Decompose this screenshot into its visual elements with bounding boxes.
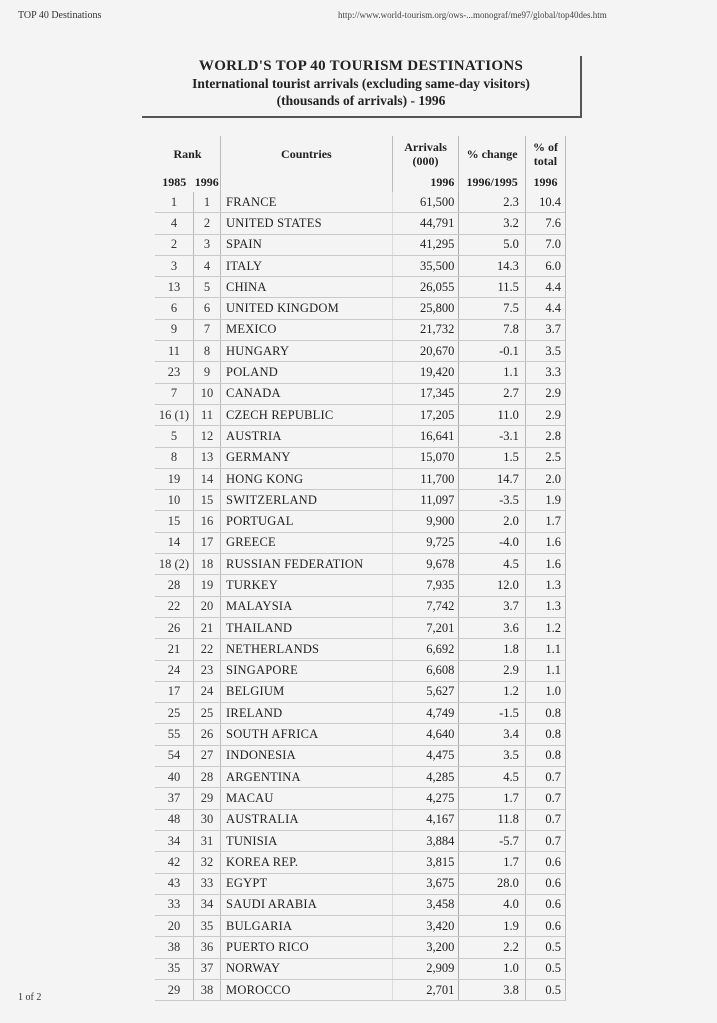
arrivals-cell: 2,909	[392, 958, 459, 979]
change-cell: 1.5	[459, 447, 526, 468]
arrivals-cell: 4,167	[392, 809, 459, 830]
country-cell: POLAND	[221, 362, 393, 383]
arrivals-cell: 61,500	[392, 192, 459, 213]
table-row	[155, 724, 565, 745]
rank-1985-cell: 16 (1)	[155, 404, 194, 425]
arrivals-cell: 7,742	[392, 596, 459, 617]
header-countries: Countries	[221, 136, 393, 172]
table-row	[155, 979, 565, 1000]
country-cell: INDONESIA	[221, 745, 393, 766]
rank-1985-cell: 6	[155, 298, 194, 319]
change-cell: 28.0	[459, 873, 526, 894]
country-cell: ITALY	[221, 255, 393, 276]
rank-1985-cell: 26	[155, 617, 194, 638]
table-row	[155, 404, 565, 425]
rank-1996-cell: 35	[194, 916, 221, 937]
rank-1985-cell: 25	[155, 703, 194, 724]
pct-total-cell: 1.9	[525, 490, 565, 511]
arrivals-cell: 4,640	[392, 724, 459, 745]
destinations-table	[155, 136, 566, 1001]
rank-1996-cell: 8	[194, 341, 221, 362]
country-cell: AUSTRIA	[221, 426, 393, 447]
pct-total-cell: 6.0	[525, 255, 565, 276]
rank-1985-cell: 9	[155, 319, 194, 340]
rank-1985-cell: 43	[155, 873, 194, 894]
rank-1985-cell: 1	[155, 192, 194, 213]
pct-total-cell: 7.6	[525, 213, 565, 234]
change-cell: -3.5	[459, 490, 526, 511]
rank-1985-cell: 55	[155, 724, 194, 745]
document-subtitle: International tourist arrivals (excluding same-day visitors)	[192, 76, 530, 91]
rank-1985-cell: 29	[155, 979, 194, 1000]
table-row	[155, 852, 565, 873]
header-arrivals: Arrivals (000)	[392, 136, 459, 172]
country-cell: UNITED KINGDOM	[221, 298, 393, 319]
rank-1996-cell: 17	[194, 532, 221, 553]
country-cell: MACAU	[221, 788, 393, 809]
rank-1985-cell: 13	[155, 277, 194, 298]
pct-total-cell: 0.7	[525, 830, 565, 851]
arrivals-cell: 4,275	[392, 788, 459, 809]
table-row	[155, 362, 565, 383]
table-row	[155, 383, 565, 404]
table-row	[155, 617, 565, 638]
arrivals-cell: 9,678	[392, 554, 459, 575]
rank-1985-cell: 3	[155, 255, 194, 276]
header-change: % change	[459, 136, 526, 172]
country-cell: AUSTRALIA	[221, 809, 393, 830]
pct-total-cell: 1.7	[525, 511, 565, 532]
rank-1985-cell: 24	[155, 660, 194, 681]
change-cell: -1.5	[459, 703, 526, 724]
table-row	[155, 468, 565, 489]
rank-1996-cell: 7	[194, 319, 221, 340]
pct-total-cell: 0.8	[525, 724, 565, 745]
pct-total-cell: 0.8	[525, 745, 565, 766]
table-row	[155, 937, 565, 958]
change-cell: 4.5	[459, 554, 526, 575]
table-row	[155, 341, 565, 362]
country-cell: PORTUGAL	[221, 511, 393, 532]
arrivals-cell: 9,900	[392, 511, 459, 532]
pct-total-cell: 3.5	[525, 341, 565, 362]
pct-total-cell: 0.6	[525, 916, 565, 937]
arrivals-cell: 11,700	[392, 468, 459, 489]
country-cell: KOREA REP.	[221, 852, 393, 873]
change-cell: 7.8	[459, 319, 526, 340]
title-box	[142, 56, 582, 118]
country-cell: MEXICO	[221, 319, 393, 340]
rank-1985-cell: 34	[155, 830, 194, 851]
change-cell: 1.0	[459, 958, 526, 979]
pct-total-cell: 0.6	[525, 894, 565, 915]
country-cell: TUNISIA	[221, 830, 393, 851]
table-row	[155, 767, 565, 788]
pct-total-cell: 4.4	[525, 298, 565, 319]
arrivals-cell: 9,725	[392, 532, 459, 553]
arrivals-cell: 6,608	[392, 660, 459, 681]
pct-total-cell: 1.1	[525, 639, 565, 660]
arrivals-cell: 41,295	[392, 234, 459, 255]
rank-1996-cell: 37	[194, 958, 221, 979]
rank-1985-cell: 5	[155, 426, 194, 447]
rank-1996-cell: 10	[194, 383, 221, 404]
change-cell: 7.5	[459, 298, 526, 319]
country-cell: PUERTO RICO	[221, 937, 393, 958]
pct-total-cell: 2.5	[525, 447, 565, 468]
arrivals-cell: 35,500	[392, 255, 459, 276]
rank-1985-cell: 40	[155, 767, 194, 788]
change-cell: 12.0	[459, 575, 526, 596]
table-row	[155, 298, 565, 319]
arrivals-cell: 6,692	[392, 639, 459, 660]
change-cell: 2.7	[459, 383, 526, 404]
pct-total-cell: 2.0	[525, 468, 565, 489]
table-row	[155, 234, 565, 255]
arrivals-cell: 20,670	[392, 341, 459, 362]
pct-total-cell: 1.2	[525, 617, 565, 638]
rank-1985-cell: 38	[155, 937, 194, 958]
arrivals-cell: 3,815	[392, 852, 459, 873]
subheader-rank-1985: 1985	[162, 174, 187, 189]
rank-1996-cell: 12	[194, 426, 221, 447]
rank-1996-cell: 20	[194, 596, 221, 617]
pct-total-cell: 0.7	[525, 767, 565, 788]
arrivals-cell: 3,200	[392, 937, 459, 958]
arrivals-cell: 3,458	[392, 894, 459, 915]
pct-total-cell: 0.5	[525, 958, 565, 979]
rank-1985-cell: 10	[155, 490, 194, 511]
rank-1996-cell: 5	[194, 277, 221, 298]
rank-1996-cell: 29	[194, 788, 221, 809]
rank-1985-cell: 28	[155, 575, 194, 596]
change-cell: 2.9	[459, 660, 526, 681]
rank-1996-cell: 22	[194, 639, 221, 660]
country-cell: UNITED STATES	[221, 213, 393, 234]
rank-1985-cell: 15	[155, 511, 194, 532]
rank-1985-cell: 23	[155, 362, 194, 383]
rank-1996-cell: 16	[194, 511, 221, 532]
arrivals-cell: 21,732	[392, 319, 459, 340]
rank-1985-cell: 18 (2)	[155, 554, 194, 575]
country-cell: BELGIUM	[221, 681, 393, 702]
rank-1985-cell: 4	[155, 213, 194, 234]
change-cell: 11.0	[459, 404, 526, 425]
table-row	[155, 745, 565, 766]
change-cell: 4.0	[459, 894, 526, 915]
rank-1996-cell: 3	[194, 234, 221, 255]
rank-1985-cell: 7	[155, 383, 194, 404]
arrivals-cell: 3,420	[392, 916, 459, 937]
country-cell: RUSSIAN FEDERATION	[221, 554, 393, 575]
arrivals-cell: 44,791	[392, 213, 459, 234]
table-row	[155, 319, 565, 340]
country-cell: MOROCCO	[221, 979, 393, 1000]
pct-total-cell: 1.1	[525, 660, 565, 681]
rank-1996-cell: 1	[194, 192, 221, 213]
pct-total-cell: 3.3	[525, 362, 565, 383]
subheader-change-years: 1996/1995	[459, 172, 526, 192]
arrivals-cell: 2,701	[392, 979, 459, 1000]
pct-total-cell: 1.6	[525, 532, 565, 553]
subheader-pct-year: 1996	[533, 174, 558, 189]
country-cell: HONG KONG	[221, 468, 393, 489]
rank-1996-cell: 4	[194, 255, 221, 276]
arrivals-cell: 4,285	[392, 767, 459, 788]
arrivals-cell: 7,935	[392, 575, 459, 596]
pct-total-cell: 7.0	[525, 234, 565, 255]
table-row	[155, 426, 565, 447]
table-row	[155, 788, 565, 809]
change-cell: 2.3	[459, 192, 526, 213]
rank-1985-cell: 19	[155, 468, 194, 489]
rank-1996-cell: 23	[194, 660, 221, 681]
rank-1996-cell: 25	[194, 703, 221, 724]
table-row	[155, 490, 565, 511]
pct-total-cell: 0.8	[525, 703, 565, 724]
rank-1985-cell: 42	[155, 852, 194, 873]
change-cell: 1.9	[459, 916, 526, 937]
change-cell: -3.1	[459, 426, 526, 447]
pct-total-cell: 1.6	[525, 554, 565, 575]
rank-1996-cell: 28	[194, 767, 221, 788]
country-cell: CHINA	[221, 277, 393, 298]
rank-1996-cell: 24	[194, 681, 221, 702]
rank-1985-cell: 21	[155, 639, 194, 660]
rank-1985-cell: 8	[155, 447, 194, 468]
rank-1996-cell: 33	[194, 873, 221, 894]
table-row	[155, 958, 565, 979]
change-cell: 3.2	[459, 213, 526, 234]
table-row	[155, 277, 565, 298]
rank-1996-cell: 30	[194, 809, 221, 830]
country-cell: EGYPT	[221, 873, 393, 894]
change-cell: -4.0	[459, 532, 526, 553]
change-cell: 3.5	[459, 745, 526, 766]
rank-1985-cell: 14	[155, 532, 194, 553]
pct-total-cell: 1.3	[525, 575, 565, 596]
header-pct-total: % of total	[532, 140, 558, 168]
table-row	[155, 639, 565, 660]
country-cell: SPAIN	[221, 234, 393, 255]
change-cell: 1.7	[459, 852, 526, 873]
table-row	[155, 894, 565, 915]
subheader-arrivals-year: 1996	[392, 172, 459, 192]
arrivals-cell: 26,055	[392, 277, 459, 298]
country-cell: GREECE	[221, 532, 393, 553]
rank-1985-cell: 2	[155, 234, 194, 255]
arrivals-cell: 4,475	[392, 745, 459, 766]
country-cell: NETHERLANDS	[221, 639, 393, 660]
table-row	[155, 213, 565, 234]
country-cell: SINGAPORE	[221, 660, 393, 681]
country-cell: IRELAND	[221, 703, 393, 724]
rank-1996-cell: 27	[194, 745, 221, 766]
change-cell: 1.7	[459, 788, 526, 809]
rank-1985-cell: 11	[155, 341, 194, 362]
rank-1996-cell: 26	[194, 724, 221, 745]
page-header-title: TOP 40 Destinations	[18, 10, 102, 21]
subheader-countries	[221, 172, 393, 192]
rank-1996-cell: 2	[194, 213, 221, 234]
change-cell: 14.3	[459, 255, 526, 276]
country-cell: SWITZERLAND	[221, 490, 393, 511]
table-row	[155, 809, 565, 830]
arrivals-cell: 15,070	[392, 447, 459, 468]
pct-total-cell: 2.9	[525, 404, 565, 425]
country-cell: HUNGARY	[221, 341, 393, 362]
rank-1996-cell: 14	[194, 468, 221, 489]
pct-total-cell: 0.6	[525, 873, 565, 894]
change-cell: 5.0	[459, 234, 526, 255]
country-cell: FRANCE	[221, 192, 393, 213]
change-cell: 1.8	[459, 639, 526, 660]
table-row	[155, 532, 565, 553]
arrivals-cell: 17,345	[392, 383, 459, 404]
rank-1996-cell: 9	[194, 362, 221, 383]
change-cell: 3.6	[459, 617, 526, 638]
document-title: WORLD'S TOP 40 TOURISM DESTINATIONS	[198, 58, 524, 74]
rank-1996-cell: 19	[194, 575, 221, 596]
table-row	[155, 511, 565, 532]
table-row	[155, 703, 565, 724]
country-cell: MALAYSIA	[221, 596, 393, 617]
pct-total-cell: 0.5	[525, 937, 565, 958]
table-row	[155, 681, 565, 702]
rank-1985-cell: 33	[155, 894, 194, 915]
rank-1996-cell: 15	[194, 490, 221, 511]
change-cell: 2.2	[459, 937, 526, 958]
change-cell: -5.7	[459, 830, 526, 851]
rank-1996-cell: 6	[194, 298, 221, 319]
rank-1996-cell: 21	[194, 617, 221, 638]
pct-total-cell: 0.7	[525, 788, 565, 809]
subheader-rank-1996: 1996	[194, 172, 221, 192]
table-row	[155, 192, 565, 213]
rank-1996-cell: 18	[194, 554, 221, 575]
pct-total-cell: 0.6	[525, 852, 565, 873]
arrivals-cell: 17,205	[392, 404, 459, 425]
page-header-url: http://www.world-tourism.org/ows-...monograf/me97/global/top40des.htm	[338, 10, 607, 20]
table-row	[155, 596, 565, 617]
rank-1996-cell: 36	[194, 937, 221, 958]
table-row	[155, 660, 565, 681]
rank-1996-cell: 34	[194, 894, 221, 915]
rank-1996-cell: 32	[194, 852, 221, 873]
change-cell: -0.1	[459, 341, 526, 362]
arrivals-cell: 5,627	[392, 681, 459, 702]
rank-1996-cell: 31	[194, 830, 221, 851]
rank-1985-cell: 54	[155, 745, 194, 766]
change-cell: 2.0	[459, 511, 526, 532]
table-row	[155, 873, 565, 894]
country-cell: CZECH REPUBLIC	[221, 404, 393, 425]
rank-1985-cell: 22	[155, 596, 194, 617]
change-cell: 11.5	[459, 277, 526, 298]
rank-1996-cell: 38	[194, 979, 221, 1000]
rank-1985-cell: 20	[155, 916, 194, 937]
document-units: (thousands of arrivals) - 1996	[276, 93, 446, 108]
pct-total-cell: 1.3	[525, 596, 565, 617]
page-number: 1 of 2	[18, 992, 42, 1003]
country-cell: SAUDI ARABIA	[221, 894, 393, 915]
rank-1996-cell: 11	[194, 404, 221, 425]
table-row	[155, 554, 565, 575]
change-cell: 1.1	[459, 362, 526, 383]
change-cell: 3.7	[459, 596, 526, 617]
change-cell: 4.5	[459, 767, 526, 788]
pct-total-cell: 4.4	[525, 277, 565, 298]
change-cell: 1.2	[459, 681, 526, 702]
table-row	[155, 916, 565, 937]
country-cell: NORWAY	[221, 958, 393, 979]
table-row	[155, 255, 565, 276]
country-cell: GERMANY	[221, 447, 393, 468]
pct-total-cell: 1.0	[525, 681, 565, 702]
country-cell: THAILAND	[221, 617, 393, 638]
arrivals-cell: 7,201	[392, 617, 459, 638]
table-body	[155, 192, 565, 1001]
country-cell: BULGARIA	[221, 916, 393, 937]
pct-total-cell: 2.9	[525, 383, 565, 404]
arrivals-cell: 11,097	[392, 490, 459, 511]
rank-1985-cell: 37	[155, 788, 194, 809]
arrivals-cell: 3,884	[392, 830, 459, 851]
pct-total-cell: 0.7	[525, 809, 565, 830]
rank-1985-cell: 17	[155, 681, 194, 702]
pct-total-cell: 0.5	[525, 979, 565, 1000]
table-row	[155, 575, 565, 596]
arrivals-cell: 4,749	[392, 703, 459, 724]
pct-total-cell: 3.7	[525, 319, 565, 340]
rank-1985-cell: 48	[155, 809, 194, 830]
change-cell: 11.8	[459, 809, 526, 830]
table-row	[155, 447, 565, 468]
arrivals-cell: 25,800	[392, 298, 459, 319]
table-row	[155, 830, 565, 851]
country-cell: SOUTH AFRICA	[221, 724, 393, 745]
header-rank: Rank	[155, 136, 221, 172]
country-cell: TURKEY	[221, 575, 393, 596]
rank-1996-cell: 13	[194, 447, 221, 468]
change-cell: 3.4	[459, 724, 526, 745]
arrivals-cell: 3,675	[392, 873, 459, 894]
country-cell: ARGENTINA	[221, 767, 393, 788]
change-cell: 3.8	[459, 979, 526, 1000]
pct-total-cell: 10.4	[525, 192, 565, 213]
arrivals-cell: 19,420	[392, 362, 459, 383]
rank-1985-cell: 35	[155, 958, 194, 979]
arrivals-cell: 16,641	[392, 426, 459, 447]
pct-total-cell: 2.8	[525, 426, 565, 447]
country-cell: CANADA	[221, 383, 393, 404]
change-cell: 14.7	[459, 468, 526, 489]
